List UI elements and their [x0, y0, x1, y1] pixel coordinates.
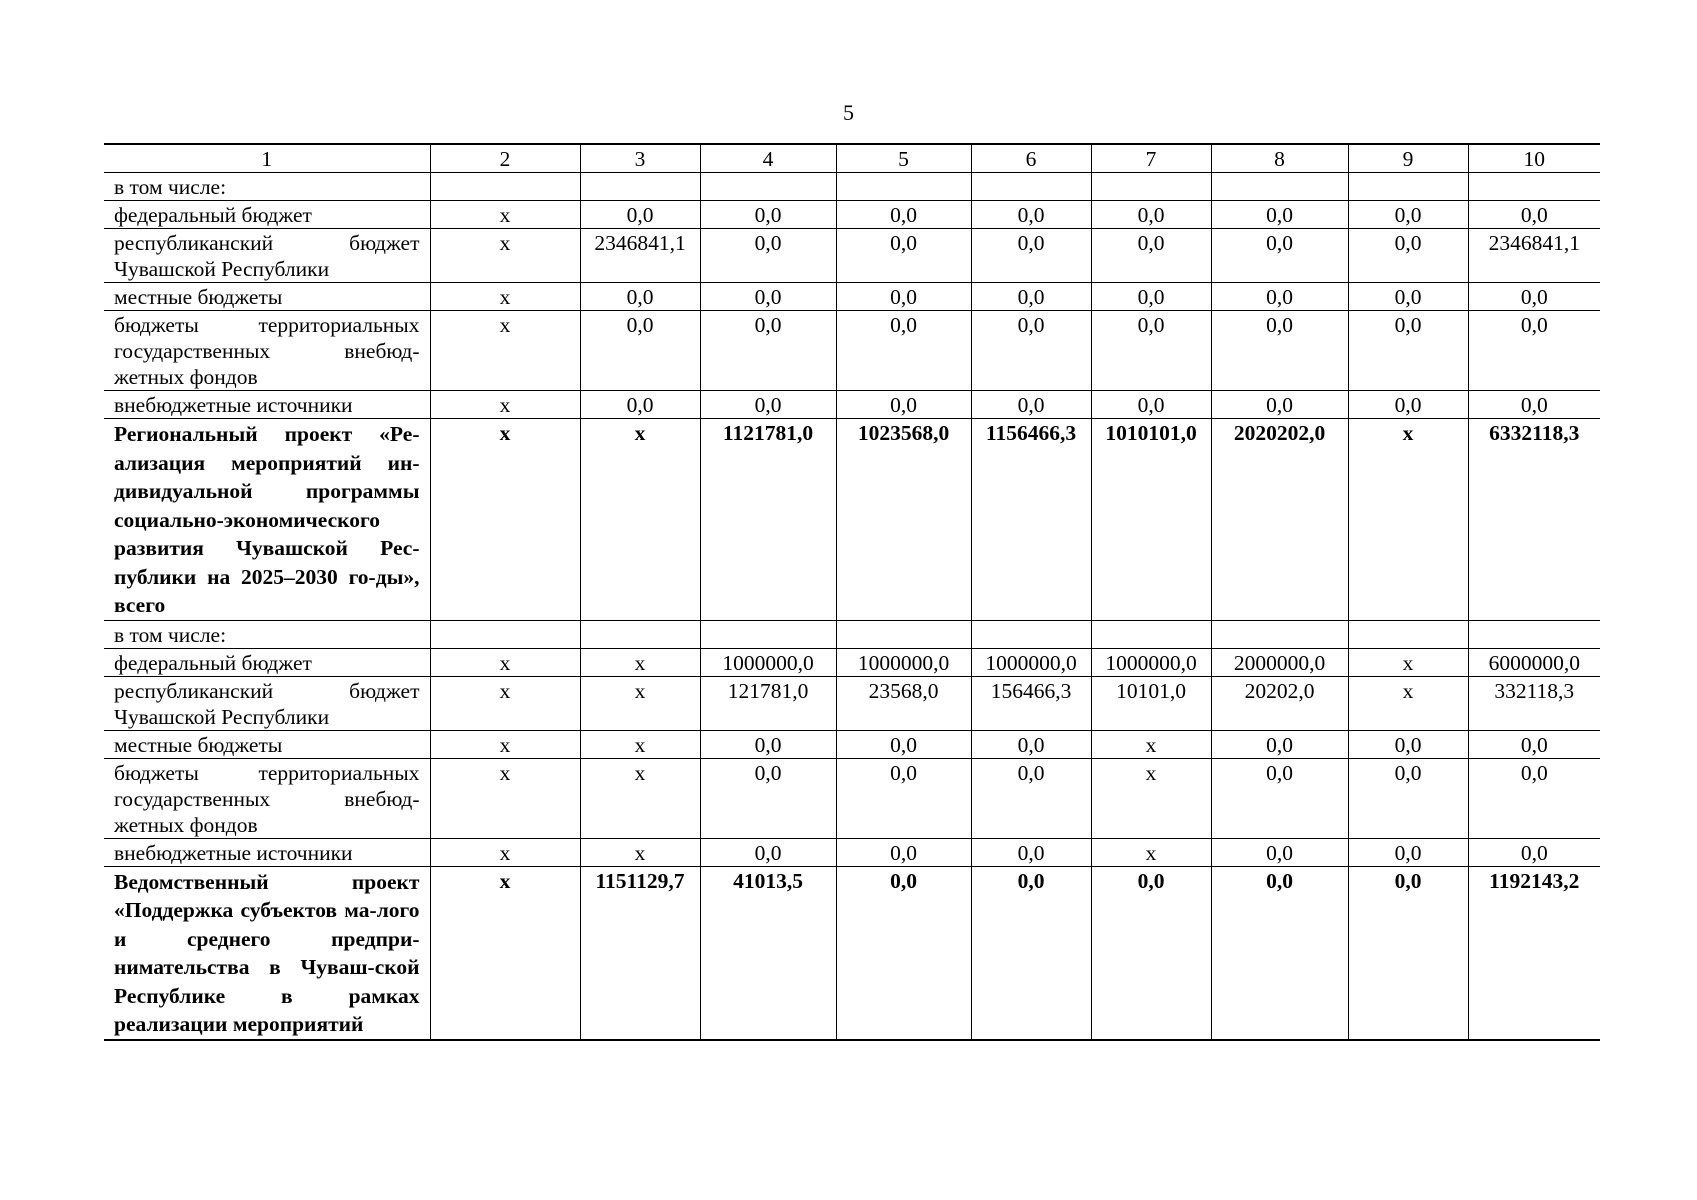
- value-cell: [430, 620, 580, 648]
- value-cell: 0,0: [836, 838, 971, 866]
- row-label: бюджеты территориальных государственных внебюд-жетных фондов: [104, 311, 430, 391]
- row-label: бюджеты территориальных государственных внебюд-жетных фондов: [104, 758, 430, 838]
- value-cell: 41013,5: [700, 866, 836, 1040]
- value-cell: x: [1348, 648, 1468, 676]
- value-cell: x: [430, 201, 580, 229]
- value-cell: 1192143,2: [1468, 866, 1600, 1040]
- value-cell: 1156466,3: [971, 419, 1091, 621]
- column-number-row: [104, 144, 1600, 173]
- row-label: республиканский бюджет Чувашской Республики: [104, 229, 430, 283]
- value-cell: 0,0: [836, 866, 971, 1040]
- value-cell: x: [430, 730, 580, 758]
- value-cell: 0,0: [700, 283, 836, 311]
- value-cell: 0,0: [971, 201, 1091, 229]
- value-cell: x: [1348, 419, 1468, 621]
- row-label: в том числе:: [104, 620, 430, 648]
- value-cell: 0,0: [1468, 283, 1600, 311]
- value-cell: 0,0: [1348, 838, 1468, 866]
- value-cell: 1000000,0: [971, 648, 1091, 676]
- value-cell: 0,0: [1468, 201, 1600, 229]
- value-cell: x: [580, 730, 700, 758]
- value-cell: 0,0: [700, 838, 836, 866]
- table-row: [104, 758, 1600, 838]
- value-cell: x: [580, 419, 700, 621]
- column-number: 6: [971, 144, 1091, 173]
- value-cell: 0,0: [1468, 838, 1600, 866]
- value-cell: 0,0: [971, 283, 1091, 311]
- value-cell: 0,0: [700, 229, 836, 283]
- value-cell: 0,0: [1468, 391, 1600, 419]
- value-cell: 0,0: [1211, 866, 1348, 1040]
- value-cell: 121781,0: [700, 676, 836, 730]
- value-cell: [836, 173, 971, 201]
- value-cell: 0,0: [971, 311, 1091, 391]
- value-cell: [1468, 620, 1600, 648]
- value-cell: [430, 173, 580, 201]
- table-row: [104, 730, 1600, 758]
- row-label: федеральный бюджет: [104, 201, 430, 229]
- value-cell: [1348, 620, 1468, 648]
- value-cell: 0,0: [1211, 758, 1348, 838]
- budget-table: [104, 143, 1600, 1041]
- value-cell: 0,0: [971, 730, 1091, 758]
- table-row: [104, 866, 1600, 1040]
- value-cell: 0,0: [1348, 758, 1468, 838]
- value-cell: 0,0: [1211, 283, 1348, 311]
- value-cell: 23568,0: [836, 676, 971, 730]
- value-cell: x: [430, 229, 580, 283]
- value-cell: x: [430, 758, 580, 838]
- value-cell: [700, 620, 836, 648]
- value-cell: x: [580, 648, 700, 676]
- value-cell: 0,0: [1211, 730, 1348, 758]
- value-cell: x: [430, 676, 580, 730]
- value-cell: 6000000,0: [1468, 648, 1600, 676]
- value-cell: 0,0: [580, 283, 700, 311]
- value-cell: 0,0: [1468, 730, 1600, 758]
- value-cell: 0,0: [971, 838, 1091, 866]
- table-row: [104, 173, 1600, 201]
- value-cell: 1121781,0: [700, 419, 836, 621]
- value-cell: 0,0: [1211, 201, 1348, 229]
- column-number: 4: [700, 144, 836, 173]
- column-number: 8: [1211, 144, 1348, 173]
- column-number: 2: [430, 144, 580, 173]
- value-cell: 0,0: [1091, 229, 1211, 283]
- value-cell: 0,0: [1211, 391, 1348, 419]
- value-cell: x: [430, 866, 580, 1040]
- row-label: республиканский бюджет Чувашской Республики: [104, 676, 430, 730]
- table-row: [104, 648, 1600, 676]
- value-cell: 1000000,0: [1091, 648, 1211, 676]
- row-label: внебюджетные источники: [104, 391, 430, 419]
- value-cell: x: [430, 648, 580, 676]
- value-cell: [1211, 620, 1348, 648]
- table-body: [104, 144, 1600, 1040]
- value-cell: 2020202,0: [1211, 419, 1348, 621]
- column-number: 5: [836, 144, 971, 173]
- value-cell: 0,0: [836, 229, 971, 283]
- row-label: Региональный проект «Ре-ализация мероприятий ин-дивидуальной программы социально-экономического развития Чувашской Рес-публики на 2025–2030 го-ды», всего: [104, 419, 430, 621]
- value-cell: [836, 620, 971, 648]
- value-cell: 0,0: [1348, 391, 1468, 419]
- value-cell: 0,0: [1091, 311, 1211, 391]
- value-cell: 2000000,0: [1211, 648, 1348, 676]
- value-cell: 0,0: [700, 391, 836, 419]
- table-row: [104, 676, 1600, 730]
- value-cell: [1468, 173, 1600, 201]
- value-cell: [580, 173, 700, 201]
- value-cell: 10101,0: [1091, 676, 1211, 730]
- table-row: [104, 391, 1600, 419]
- table-row: [104, 229, 1600, 283]
- value-cell: 0,0: [836, 311, 971, 391]
- column-number: 10: [1468, 144, 1600, 173]
- row-label: в том числе:: [104, 173, 430, 201]
- value-cell: 1151129,7: [580, 866, 700, 1040]
- value-cell: [700, 173, 836, 201]
- value-cell: 1000000,0: [836, 648, 971, 676]
- value-cell: 0,0: [971, 391, 1091, 419]
- value-cell: 0,0: [700, 311, 836, 391]
- value-cell: x: [580, 838, 700, 866]
- value-cell: x: [1348, 676, 1468, 730]
- row-label: федеральный бюджет: [104, 648, 430, 676]
- value-cell: 0,0: [836, 283, 971, 311]
- value-cell: x: [580, 676, 700, 730]
- value-cell: [1211, 173, 1348, 201]
- column-number: 3: [580, 144, 700, 173]
- row-label: внебюджетные источники: [104, 838, 430, 866]
- table-row: [104, 419, 1600, 621]
- value-cell: 1000000,0: [700, 648, 836, 676]
- value-cell: [1348, 173, 1468, 201]
- value-cell: [1091, 620, 1211, 648]
- table-row: [104, 838, 1600, 866]
- value-cell: x: [430, 283, 580, 311]
- row-label: местные бюджеты: [104, 283, 430, 311]
- value-cell: [580, 620, 700, 648]
- value-cell: 6332118,3: [1468, 419, 1600, 621]
- value-cell: x: [580, 758, 700, 838]
- value-cell: 0,0: [580, 201, 700, 229]
- value-cell: 0,0: [580, 391, 700, 419]
- value-cell: 20202,0: [1211, 676, 1348, 730]
- value-cell: 156466,3: [971, 676, 1091, 730]
- value-cell: 0,0: [836, 730, 971, 758]
- value-cell: 0,0: [836, 758, 971, 838]
- value-cell: 0,0: [971, 229, 1091, 283]
- value-cell: x: [1091, 758, 1211, 838]
- value-cell: 0,0: [1091, 283, 1211, 311]
- value-cell: 0,0: [1348, 730, 1468, 758]
- value-cell: 0,0: [836, 391, 971, 419]
- table-row: [104, 201, 1600, 229]
- table-row: [104, 283, 1600, 311]
- value-cell: 0,0: [1468, 311, 1600, 391]
- value-cell: 2346841,1: [1468, 229, 1600, 283]
- value-cell: 0,0: [1091, 866, 1211, 1040]
- value-cell: 1010101,0: [1091, 419, 1211, 621]
- value-cell: 332118,3: [1468, 676, 1600, 730]
- value-cell: x: [430, 391, 580, 419]
- value-cell: 0,0: [1468, 758, 1600, 838]
- value-cell: 0,0: [1091, 391, 1211, 419]
- value-cell: 0,0: [700, 758, 836, 838]
- value-cell: 0,0: [1348, 311, 1468, 391]
- value-cell: x: [1091, 730, 1211, 758]
- row-label: местные бюджеты: [104, 730, 430, 758]
- value-cell: 0,0: [1211, 311, 1348, 391]
- value-cell: [971, 620, 1091, 648]
- value-cell: 0,0: [700, 730, 836, 758]
- value-cell: 0,0: [580, 311, 700, 391]
- value-cell: 1023568,0: [836, 419, 971, 621]
- column-number: 1: [104, 144, 430, 173]
- value-cell: x: [430, 838, 580, 866]
- value-cell: 0,0: [1211, 838, 1348, 866]
- value-cell: 0,0: [971, 758, 1091, 838]
- value-cell: 0,0: [1348, 283, 1468, 311]
- value-cell: x: [430, 311, 580, 391]
- value-cell: 0,0: [971, 866, 1091, 1040]
- row-label: Ведомственный проект «Поддержка субъектов ма-лого и среднего предпри-нимательства в Чуваш-ской Республике в рамках реализации мероприятий: [104, 866, 430, 1040]
- page-number: 5: [843, 100, 854, 125]
- value-cell: 2346841,1: [580, 229, 700, 283]
- table-row: [104, 311, 1600, 391]
- table-row: [104, 620, 1600, 648]
- value-cell: 0,0: [836, 201, 971, 229]
- value-cell: [971, 173, 1091, 201]
- column-number: 7: [1091, 144, 1211, 173]
- value-cell: x: [1091, 838, 1211, 866]
- value-cell: 0,0: [1211, 229, 1348, 283]
- value-cell: 0,0: [700, 201, 836, 229]
- value-cell: x: [430, 419, 580, 621]
- column-number: 9: [1348, 144, 1468, 173]
- value-cell: 0,0: [1348, 201, 1468, 229]
- value-cell: 0,0: [1348, 229, 1468, 283]
- value-cell: [1091, 173, 1211, 201]
- value-cell: 0,0: [1091, 201, 1211, 229]
- value-cell: 0,0: [1348, 866, 1468, 1040]
